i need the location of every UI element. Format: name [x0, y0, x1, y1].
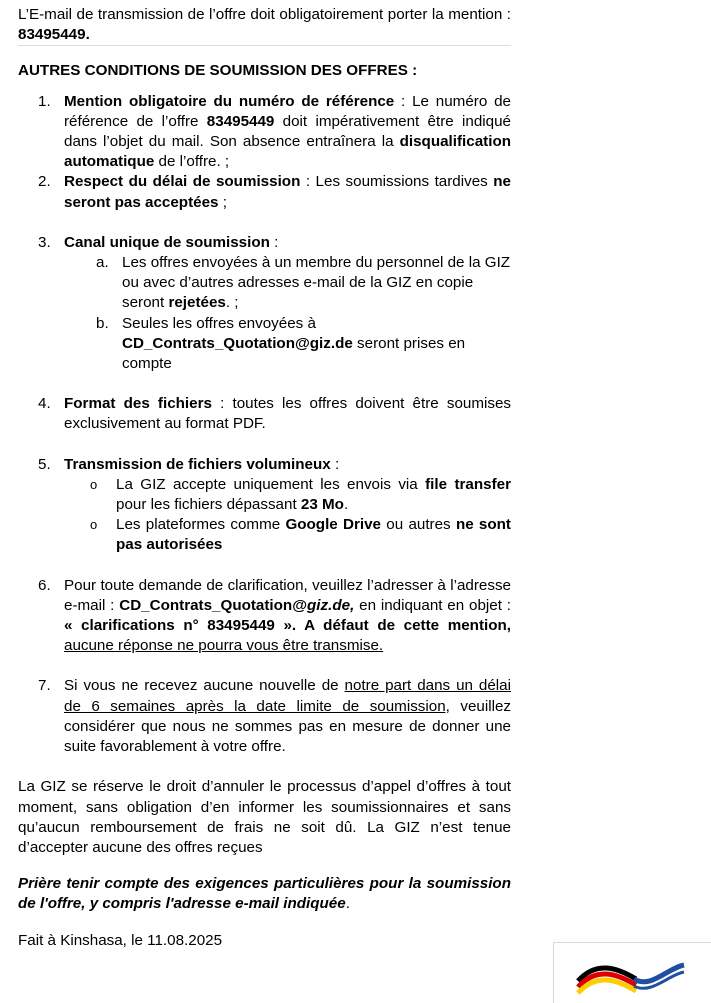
intro-text: L’E-mail de transmission de l’offre doit obligatoirement porter la mention : — [18, 6, 511, 23]
text-run: en indiquant en objet : — [354, 596, 512, 614]
conditions-list — [18, 92, 511, 758]
german-cooperation-logo-icon — [576, 959, 686, 999]
sub-bullet-1 — [64, 475, 511, 515]
text-run: . ; — [225, 294, 239, 312]
bold-text: Mention obligatoire du numéro de référence — [64, 92, 395, 110]
text-run: Seules les offres envoyées à — [122, 314, 316, 332]
document-body — [18, 5, 511, 951]
section-title: AUTRES CONDITIONS DE SOUMISSION DES OFFRES : — [18, 62, 418, 80]
bold-text: ne seront pas acceptées — [64, 173, 511, 211]
bold-text: 83495449 — [206, 112, 275, 130]
text-run: veuillez considérer que nous ne sommes pas en mesure de donner une suite favorablement à votre offre. — [64, 697, 511, 756]
text-run: doit impérativement être indiqué dans l’objet du mail. Son absence entraînera la — [64, 112, 511, 151]
condition-item-4 — [18, 394, 511, 434]
item-number: 7. — [38, 677, 51, 695]
condition-item-2 — [18, 172, 511, 212]
bullet-icon: o — [90, 476, 98, 492]
text-run: . — [343, 496, 349, 514]
item-number: 1. — [38, 92, 51, 110]
intro-paragraph — [18, 5, 511, 46]
bold-text: Respect du délai de soumission — [64, 173, 301, 191]
text-run: de l’offre. ; — [154, 153, 230, 171]
item-number: 5. — [38, 455, 51, 473]
text-run: Les plateformes comme — [116, 516, 286, 534]
bold-text: « clarifications n° 83495449 ». A défaut de cette mention, — [64, 617, 511, 635]
bold-text: ne sont pas autorisées — [116, 516, 511, 554]
reference-number: 83495449. — [18, 26, 90, 44]
underlined-text: aucune réponse ne pourra vous être transmise. — [64, 637, 384, 655]
text-run: : Le numéro de référence de l’offre — [64, 92, 511, 130]
requirements-notice — [18, 874, 511, 914]
text-run: Les offres envoyées à un membre du personnel de la GIZ ou avec d’autres adresses e-mail de la GIZ en copie seront — [122, 254, 511, 312]
clarification-email: CD_Contrats_Quotation@ — [119, 596, 308, 614]
sub-item-letter: a. — [96, 254, 109, 272]
text-run: ; — [218, 193, 227, 211]
sub-item-a — [64, 253, 511, 314]
text-run: Si vous ne recevez aucune nouvelle de — [64, 677, 345, 695]
notice-period: . — [345, 895, 350, 913]
condition-item-3 — [18, 233, 511, 374]
bold-text: Transmission de fichiers volumineux — [64, 455, 331, 473]
item-number: 3. — [38, 233, 51, 251]
item-number: 4. — [38, 395, 51, 413]
sub-list-alpha — [64, 253, 511, 374]
bold-text: 23 Mo — [300, 496, 344, 514]
condition-item-1 — [18, 92, 511, 173]
text-run: ou autres — [381, 516, 456, 534]
text-run: : Les soumissions tardives — [300, 173, 494, 191]
bold-text: Canal unique de soumission — [64, 233, 270, 251]
logo-panel — [553, 942, 711, 1003]
condition-item-6 — [18, 576, 511, 657]
sub-bullet-2 — [64, 515, 511, 555]
bold-text: rejetées — [168, 294, 226, 312]
closing-paragraph: La GIZ se réserve le droit d’annuler le processus d’appel d’offres à tout moment, sans obligation d’en informer les soumissionnaires et sans qu’aucun remboursement de frais ne soit dû. La GIZ n’est tenue d’accepter aucune des offres reçues — [18, 778, 511, 856]
submission-email: CD_Contrats_Quotation@giz.de — [122, 334, 353, 352]
item-number: 2. — [38, 173, 51, 191]
condition-item-5 — [18, 455, 511, 556]
notice-text: Prière tenir compte des exigences particulières pour la soumission de l'offre, y compris l'adresse e-mail indiquée — [18, 875, 511, 913]
text-run: Pour toute demande de clarification, veuillez l’adresser à l’adresse e-mail : — [64, 576, 511, 614]
text-run: : toutes les offres doivent être soumises exclusivement au format PDF. — [64, 395, 512, 433]
bullet-icon: o — [90, 517, 98, 533]
item-number: 6. — [38, 576, 51, 594]
text-run: : — [269, 233, 279, 251]
place-date: Fait à Kinshasa, le 11.08.2025 — [18, 931, 223, 949]
text-run: : — [330, 455, 340, 473]
bold-text: Format des fichiers — [64, 395, 212, 413]
condition-item-7 — [18, 676, 511, 757]
clarification-email-domain: giz.de, — [307, 596, 355, 614]
bold-text: disqualification automatique — [64, 133, 511, 171]
text-run: seront prises en compte — [122, 334, 466, 373]
bold-text: file transfer — [425, 475, 511, 493]
sub-list-bullets — [64, 475, 511, 556]
text-run: La GIZ accepte uniquement les envois via — [116, 475, 426, 493]
sub-item-letter: b. — [96, 314, 109, 332]
underlined-text: notre part dans un délai de 6 semaines après la date limite de soumission, — [64, 677, 511, 715]
sub-item-b — [64, 314, 511, 375]
bold-text: Google Drive — [285, 516, 382, 534]
text-run: pour les fichiers dépassant — [116, 496, 301, 514]
